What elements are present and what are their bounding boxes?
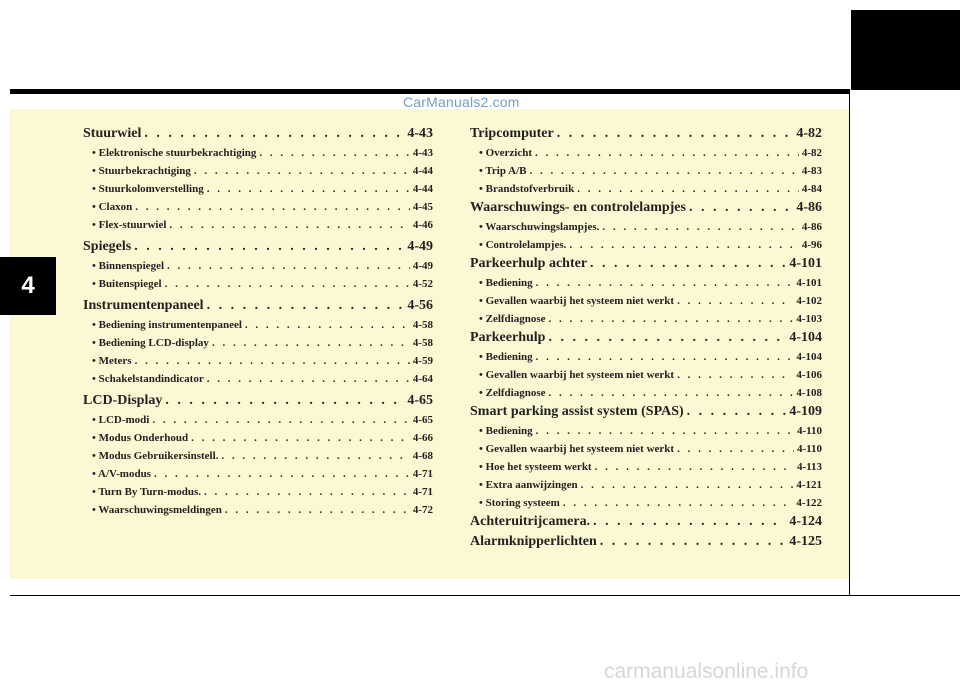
toc-leader-dots (212, 334, 410, 352)
toc-entry-title: • Modus Gebruikersinstell. (92, 450, 219, 462)
toc-entry-title: • Waarschuwingsmeldingen (92, 504, 222, 516)
toc-page-number: 4-82 (796, 126, 822, 141)
toc-entry-title: • Schakelstandindicator (92, 373, 204, 385)
toc-leader-dots (590, 254, 786, 274)
toc-page-number: 4-125 (789, 534, 822, 549)
toc-page-number: 4-58 (412, 319, 433, 331)
toc-subentry[interactable] (83, 483, 433, 501)
toc-page-number: 4-52 (412, 278, 433, 290)
toc-page-number: 4-66 (412, 432, 433, 444)
toc-leader-dots (677, 366, 793, 384)
toc-page-number: 4-108 (796, 387, 822, 399)
toc-subentry[interactable] (470, 274, 822, 292)
toc-leader-dots (581, 476, 794, 494)
toc-entry-title: • Bediening instrumentenpaneel (92, 319, 242, 331)
toc-entry-title: • Meters (92, 355, 132, 367)
toc-leader-dots (152, 411, 410, 429)
toc-entry-title: • Bediening LCD-display (92, 337, 209, 349)
toc-page-number: 4-46 (412, 219, 433, 231)
toc-page-number: 4-49 (412, 260, 433, 272)
toc-page-number: 4-65 (407, 393, 433, 408)
toc-subentry[interactable] (83, 198, 433, 216)
toc-leader-dots (204, 483, 410, 501)
toc-leader-dots (563, 494, 793, 512)
toc-leader-dots (134, 237, 404, 257)
toc-leader-dots (535, 144, 799, 162)
toc-entry-title: • Modus Onderhoud (92, 432, 189, 444)
toc-leader-dots (677, 440, 794, 458)
toc-entry-title: • Binnenspiegel (92, 260, 165, 272)
toc-entry-title: • Hoe het systeem werkt (479, 461, 592, 473)
toc-subentry[interactable] (83, 216, 433, 234)
toc-leader-dots (207, 296, 405, 316)
toc-leader-dots (577, 180, 799, 198)
toc-subentry[interactable] (83, 334, 433, 352)
toc-leader-dots (557, 124, 794, 144)
toc-page-number: 4-102 (796, 295, 822, 307)
toc-page-number: 4-45 (412, 201, 433, 213)
margin-divider (849, 94, 850, 596)
toc-section-entry[interactable] (83, 237, 433, 257)
toc-page-number: 4-103 (796, 313, 822, 325)
toc-entry-title: • Buitenspiegel (92, 278, 162, 290)
toc-entry-title: • Bediening (479, 425, 533, 437)
watermark-bottom: carmanualsonline.info (604, 660, 809, 683)
toc-leader-dots (207, 180, 410, 198)
toc-subentry[interactable] (83, 411, 433, 429)
bottom-rule (10, 595, 960, 596)
toc-entry-title: Spiegels (83, 239, 132, 254)
toc-entry-title: • Zelfdiagnose (479, 387, 546, 399)
toc-subentry[interactable] (83, 370, 433, 388)
toc-leader-dots (677, 292, 793, 310)
toc-section-entry[interactable] (83, 391, 433, 411)
toc-page-number: 4-56 (407, 298, 433, 313)
toc-subentry[interactable] (83, 429, 433, 447)
toc-subentry[interactable] (470, 292, 822, 310)
watermark-top: CarManuals2.com (403, 94, 520, 110)
toc-page-number: 4-109 (789, 404, 822, 419)
toc-entry-title: • Trip A/B (479, 165, 527, 177)
toc-section-entry[interactable] (470, 198, 822, 218)
toc-page-number: 4-68 (412, 450, 433, 462)
toc-entry-title: Tripcomputer (470, 126, 554, 141)
toc-subentry[interactable] (470, 494, 822, 512)
toc-page-number: 4-110 (796, 443, 822, 455)
toc-entry-title: • Extra aanwijzingen (479, 479, 578, 491)
toc-entry-title: • Gevallen waarbij het systeem niet werkt (479, 443, 675, 455)
toc-leader-dots (135, 198, 410, 216)
toc-subentry[interactable] (470, 366, 822, 384)
toc-entry-title: Alarmknipperlichten (470, 534, 597, 549)
toc-leader-dots (167, 257, 410, 275)
toc-leader-dots (144, 124, 404, 144)
chapter-tab: 4 (0, 257, 56, 315)
toc-subentry[interactable] (83, 465, 433, 483)
toc-leader-dots (245, 316, 410, 334)
toc-section-entry[interactable] (470, 532, 822, 552)
toc-subentry[interactable] (83, 352, 433, 370)
toc-entry-title: • Flex-stuurwiel (92, 219, 167, 231)
toc-page-number: 4-104 (789, 330, 822, 345)
toc-page-number: 4-72 (412, 504, 433, 516)
toc-entry-title: • Bediening (479, 277, 533, 289)
toc-subentry[interactable] (83, 447, 433, 465)
toc-leader-dots (135, 352, 410, 370)
toc-page-number: 4-106 (796, 369, 822, 381)
toc-page-number: 4-44 (412, 165, 433, 177)
toc-subentry[interactable] (470, 236, 822, 254)
toc-page-number: 4-71 (412, 468, 433, 480)
toc-page-number: 4-101 (789, 256, 822, 271)
toc-leader-dots (529, 162, 798, 180)
toc-page-number: 4-43 (407, 126, 433, 141)
toc-section-entry[interactable] (470, 328, 822, 348)
toc-subentry[interactable] (470, 422, 822, 440)
toc-leader-dots (259, 144, 409, 162)
toc-entry-title: • Overzicht (479, 147, 533, 159)
toc-entry-title: • Elektronische stuurbekrachtiging (92, 147, 257, 159)
toc-section-entry[interactable] (470, 254, 822, 274)
toc-subentry[interactable] (470, 310, 822, 328)
toc-entry-title: • Controlelampjes. (479, 239, 567, 251)
toc-page-number: 4-82 (801, 147, 822, 159)
toc-entry-title: Smart parking assist system (SPAS) (470, 404, 684, 419)
toc-leader-dots (221, 447, 409, 465)
toc-subentry[interactable] (83, 316, 433, 334)
toc-page-number: 4-84 (801, 183, 822, 195)
toc-entry-title: • Claxon (92, 201, 133, 213)
toc-leader-dots (169, 216, 409, 234)
toc-entry-title: LCD-Display (83, 393, 163, 408)
toc-leader-dots (165, 391, 404, 411)
toc-page-number: 4-86 (801, 221, 822, 233)
toc-section-entry[interactable] (83, 124, 433, 144)
toc-page-number: 4-121 (796, 479, 822, 491)
toc-entry-title: • Stuurkolomverstelling (92, 183, 204, 195)
toc-section-entry[interactable] (470, 124, 822, 144)
toc-entry-title: • A/V-modus (92, 468, 151, 480)
toc-leader-dots (595, 458, 794, 476)
toc-entry-title: Instrumentenpaneel (83, 298, 204, 313)
toc-subentry[interactable] (83, 275, 433, 293)
toc-page-number: 4-64 (412, 373, 433, 385)
toc-leader-dots (536, 348, 794, 366)
toc-leader-dots (194, 162, 410, 180)
toc-leader-dots (536, 422, 794, 440)
toc-subentry[interactable] (470, 162, 822, 180)
toc-entry-title: • Waarschuwingslampjes. (479, 221, 600, 233)
toc-subentry[interactable] (83, 501, 433, 519)
toc-page-number: 4-71 (412, 486, 433, 498)
toc-entry-title: Stuurwiel (83, 126, 142, 141)
toc-leader-dots (548, 328, 786, 348)
toc-leader-dots (569, 236, 798, 254)
toc-entry-title: • Stuurbekrachtiging (92, 165, 191, 177)
toc-entry-title: • Turn By Turn-modus. (92, 486, 202, 498)
toc-leader-dots (600, 532, 787, 552)
toc-section-entry[interactable] (83, 296, 433, 316)
toc-page-number: 4-49 (407, 239, 433, 254)
toc-leader-dots (549, 310, 794, 328)
header-black-block (851, 10, 960, 90)
toc-page-number: 4-101 (796, 277, 822, 289)
toc-subentry[interactable] (83, 144, 433, 162)
toc-left-column (83, 124, 433, 519)
toc-entry-title: • Gevallen waarbij het systeem niet werkt (479, 295, 675, 307)
toc-page-number: 4-59 (412, 355, 433, 367)
toc-subentry[interactable] (83, 180, 433, 198)
toc-leader-dots (225, 501, 410, 519)
toc-leader-dots (549, 384, 794, 402)
toc-subentry[interactable] (470, 144, 822, 162)
toc-leader-dots (154, 465, 410, 483)
toc-entry-title: • Gevallen waarbij het systeem niet werkt (479, 369, 675, 381)
toc-subentry[interactable] (470, 348, 822, 366)
toc-entry-title: • Storing systeem (479, 497, 560, 509)
toc-subentry[interactable] (470, 218, 822, 236)
toc-leader-dots (687, 402, 787, 422)
toc-subentry[interactable] (470, 476, 822, 494)
toc-subentry[interactable] (470, 384, 822, 402)
toc-entry-title: Waarschuwings- en controlelampjes (470, 200, 686, 215)
toc-subentry[interactable] (83, 257, 433, 275)
toc-leader-dots (165, 275, 410, 293)
toc-page-number: 4-58 (412, 337, 433, 349)
toc-leader-dots (207, 370, 410, 388)
toc-page-number: 4-110 (796, 425, 822, 437)
toc-page-number: 4-122 (796, 497, 822, 509)
toc-entry-title: • LCD-modi (92, 414, 150, 426)
toc-page-number: 4-113 (796, 461, 822, 473)
toc-entry-title: • Bediening (479, 351, 533, 363)
toc-leader-dots (191, 429, 410, 447)
toc-leader-dots (536, 274, 794, 292)
toc-page-number: 4-83 (801, 165, 822, 177)
toc-page-number: 4-104 (796, 351, 822, 363)
toc-entry-title: • Zelfdiagnose (479, 313, 546, 325)
toc-leader-dots (689, 198, 793, 218)
toc-section-entry[interactable] (470, 402, 822, 422)
toc-page-number: 4-44 (412, 183, 433, 195)
toc-subentry[interactable] (470, 458, 822, 476)
toc-subentry[interactable] (470, 440, 822, 458)
toc-page-number: 4-96 (801, 239, 822, 251)
toc-entry-title: Achteruitrijcamera. (470, 514, 591, 529)
toc-entry-title: Parkeerhulp (470, 330, 546, 345)
toc-page-number: 4-43 (412, 147, 433, 159)
toc-entry-title: Parkeerhulp achter (470, 256, 588, 271)
toc-section-entry[interactable] (470, 512, 822, 532)
toc-right-column (470, 124, 822, 552)
toc-page-number: 4-124 (789, 514, 822, 529)
toc-page-number: 4-86 (796, 200, 822, 215)
toc-entry-title: • Brandstofverbruik (479, 183, 575, 195)
toc-page-number: 4-65 (412, 414, 433, 426)
toc-subentry[interactable] (470, 180, 822, 198)
toc-leader-dots (593, 512, 786, 532)
toc-subentry[interactable] (83, 162, 433, 180)
toc-leader-dots (602, 218, 798, 236)
